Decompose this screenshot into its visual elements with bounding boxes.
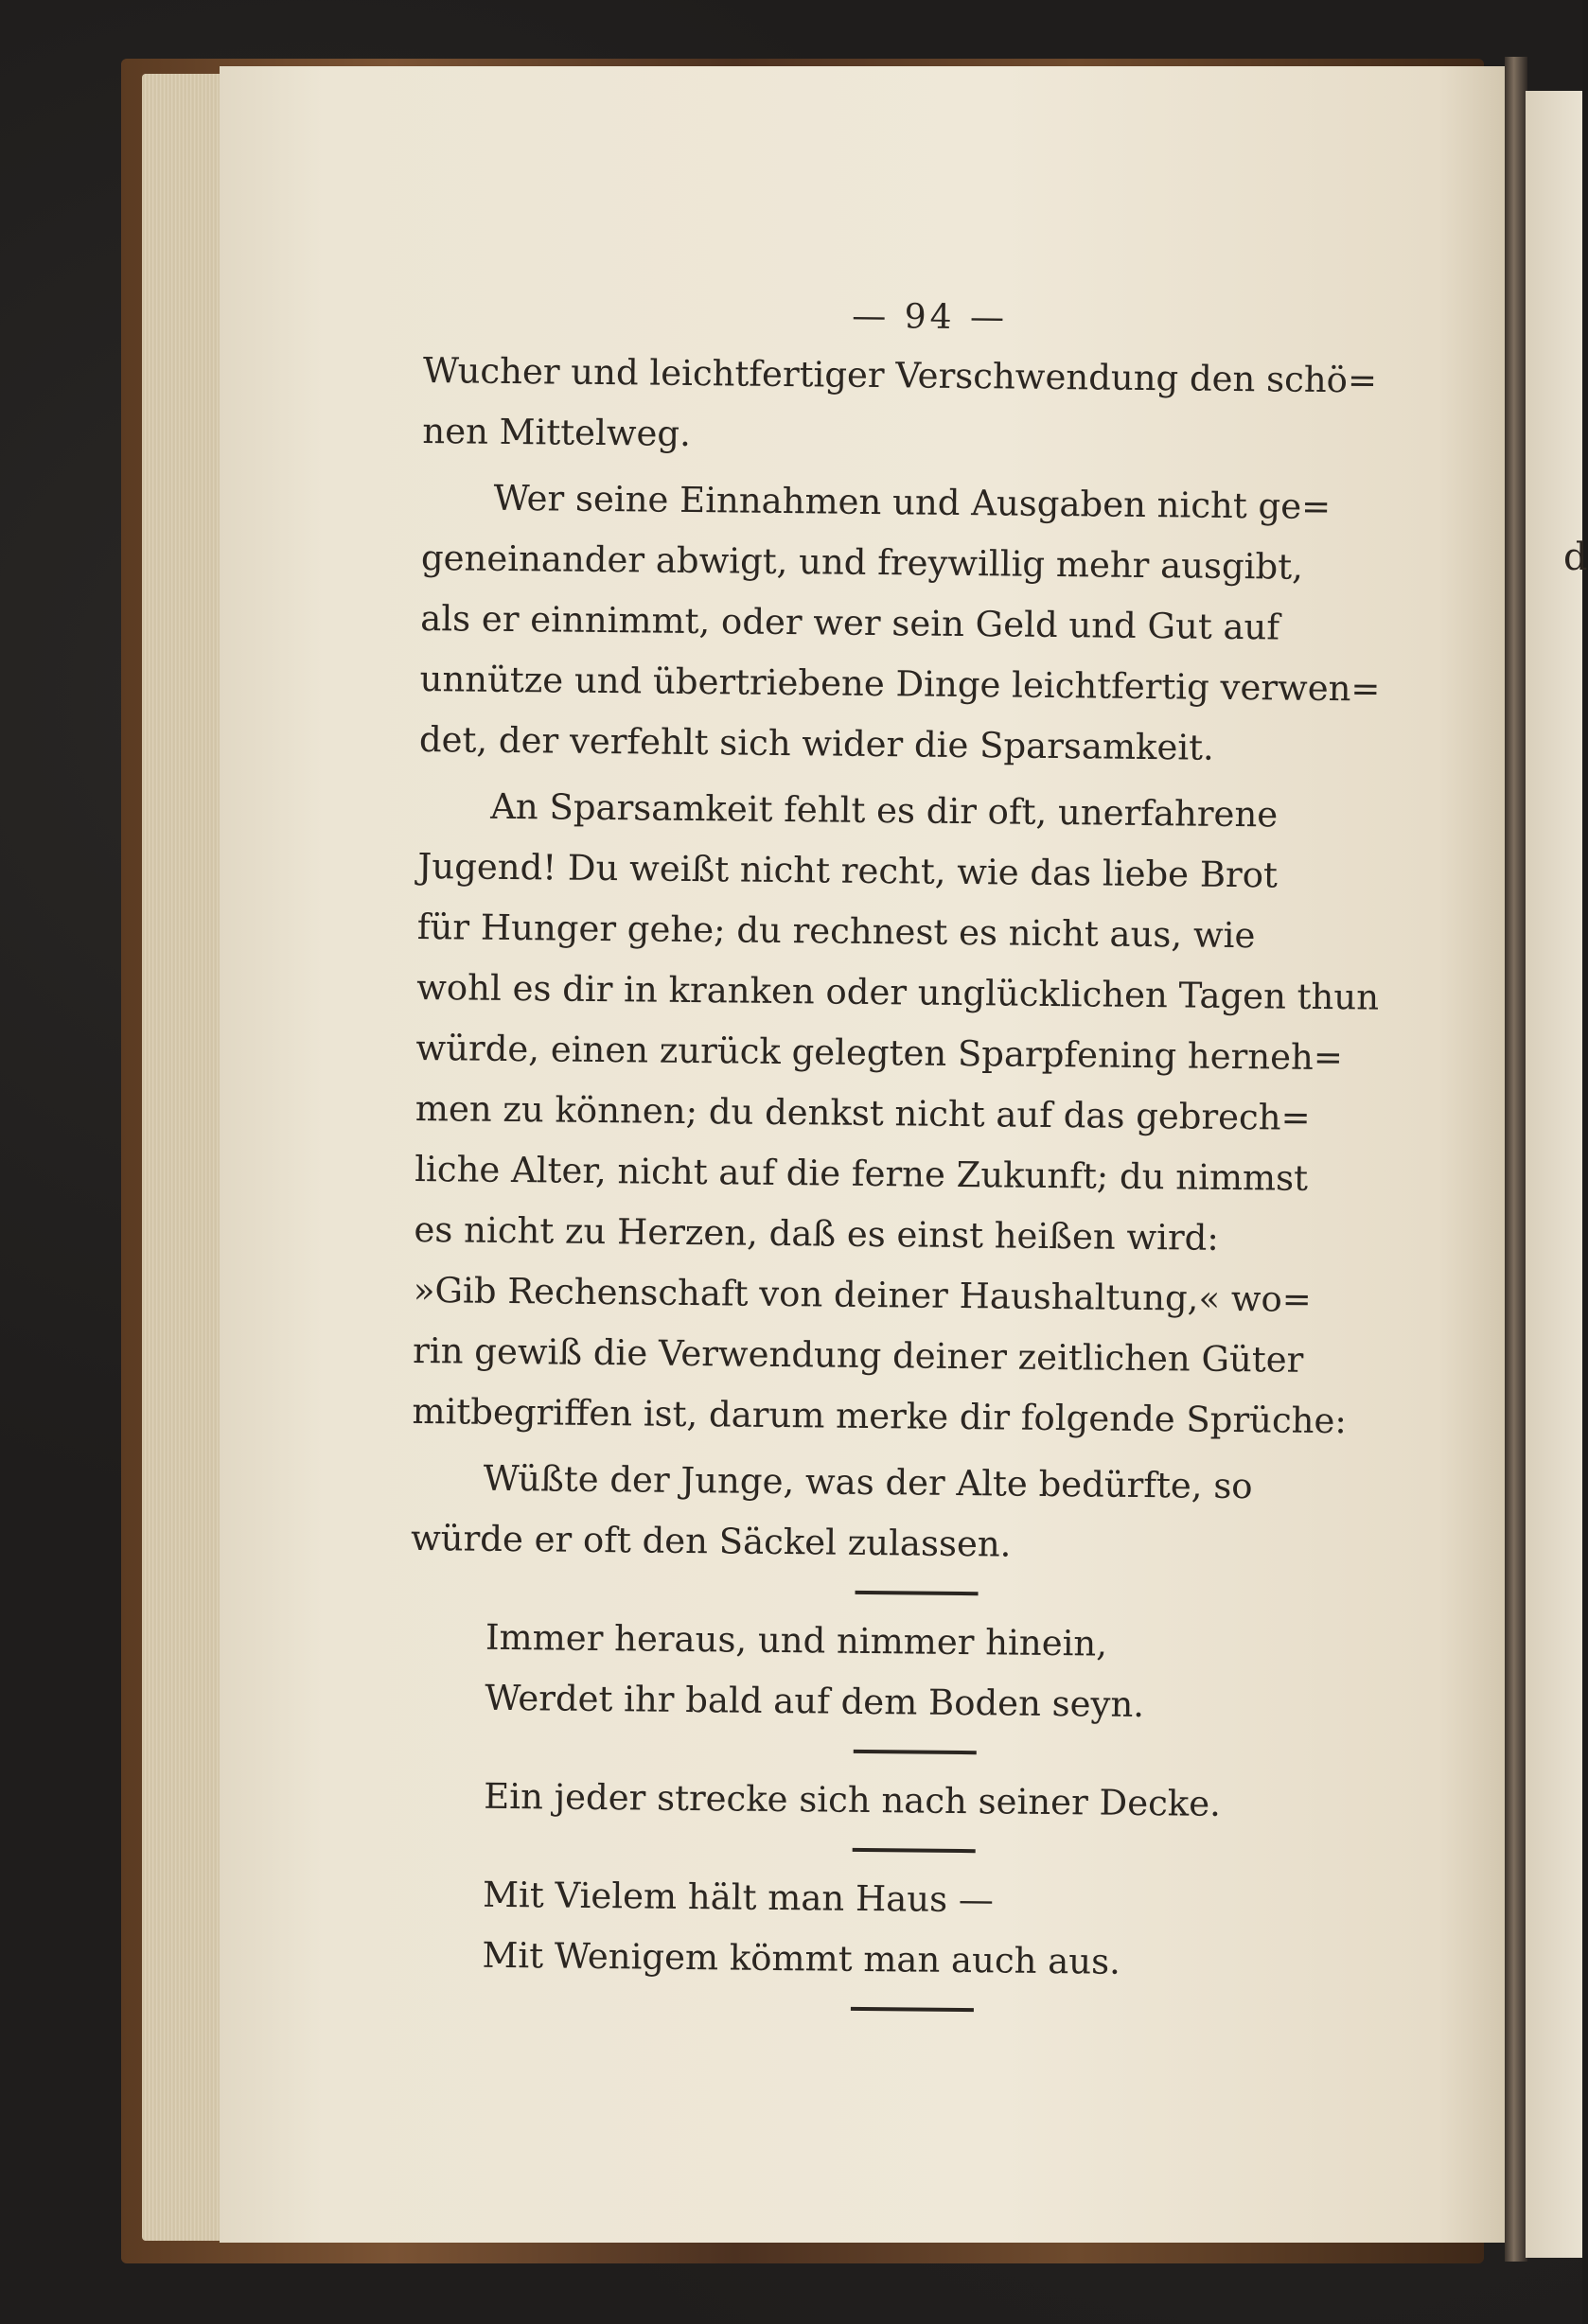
verse-line: Mit Vielem hält man Haus —	[482, 1874, 995, 1921]
text-line: rin gewiß die Verwendung deiner zeitlichen Güter	[412, 1329, 1304, 1381]
paragraph	[422, 341, 1407, 472]
saying	[406, 1864, 1391, 1996]
paragraph	[412, 776, 1403, 1452]
text-line: als er einnimmt, oder wer sein Geld und Gut auf	[420, 597, 1280, 648]
page-edges	[142, 74, 227, 2241]
text-line: würde er oft den Säckel zulassen.	[410, 1517, 1012, 1565]
text-line: unnütze und übertriebene Dinge leichtfertig verwen=	[419, 658, 1381, 710]
text-line: Wer seine Einnahmen und Ausgaben nicht ge=	[493, 477, 1332, 528]
verse-line: Mit Wenigem kömmt man auch aus.	[482, 1934, 1121, 1982]
text-line: Jugend! Du weißt nicht recht, wie das liebe Brot	[417, 845, 1279, 896]
book-gutter	[1505, 57, 1527, 2262]
text-line: nen Mittelweg.	[422, 410, 692, 454]
text-line: für Hunger gehe; du rechnest es nicht aus, wie	[416, 906, 1256, 957]
paragraph	[411, 1448, 1396, 1579]
divider-rule	[851, 2007, 974, 2012]
saying	[408, 1766, 1393, 1837]
text-line: Wüßte der Junge, was der Alte bedürfte, so	[483, 1457, 1253, 1507]
page-number: — 94 —	[852, 296, 1009, 338]
paragraph	[419, 467, 1406, 781]
divider-rule	[856, 1591, 979, 1595]
text-line: wohl es dir in kranken oder unglücklichen Tagen thun	[415, 966, 1380, 1018]
text-line: es nicht zu Herzen, daß es einst heißen wird:	[414, 1208, 1220, 1259]
text-line: geneinander abwigt, und freywillig mehr ausgibt,	[420, 537, 1304, 588]
divider-rule	[854, 1750, 977, 1754]
text-line: würde, einen zurück gelegten Sparpfening herneh=	[415, 1027, 1344, 1079]
saying	[409, 1607, 1394, 1738]
right-page-edge	[1526, 91, 1582, 2258]
text-line: »Gib Rechenschaft von deiner Haushaltung,« wo=	[413, 1269, 1313, 1320]
text-line: liche Alter, nicht auf die ferne Zukunft; du nimmst	[414, 1148, 1309, 1199]
text-line: det, der verfehlt sich wider die Sparsamkeit.	[418, 718, 1215, 768]
divider-rule	[853, 1848, 976, 1853]
text-line: mitbegriffen ist, darum merke dir folgende Sprüche:	[412, 1390, 1348, 1442]
text-line: men zu können; du denkst nicht auf das gebrech=	[415, 1087, 1311, 1138]
text-line: An Sparsamkeit fehlt es dir oft, unerfahrene	[489, 785, 1279, 836]
verse-line: Immer heraus, und nimmer hinein,	[485, 1616, 1108, 1664]
page-text	[406, 284, 1408, 2034]
verse-line: Ein jeder strecke sich nach seiner Decke.	[484, 1775, 1222, 1824]
verse-line: Werdet ihr bald auf dem Boden seyn.	[485, 1677, 1145, 1726]
text-line: Wucher und leichtfertiger Verschwendung den schö=	[422, 349, 1378, 401]
right-page-fragment: d	[1563, 536, 1588, 579]
